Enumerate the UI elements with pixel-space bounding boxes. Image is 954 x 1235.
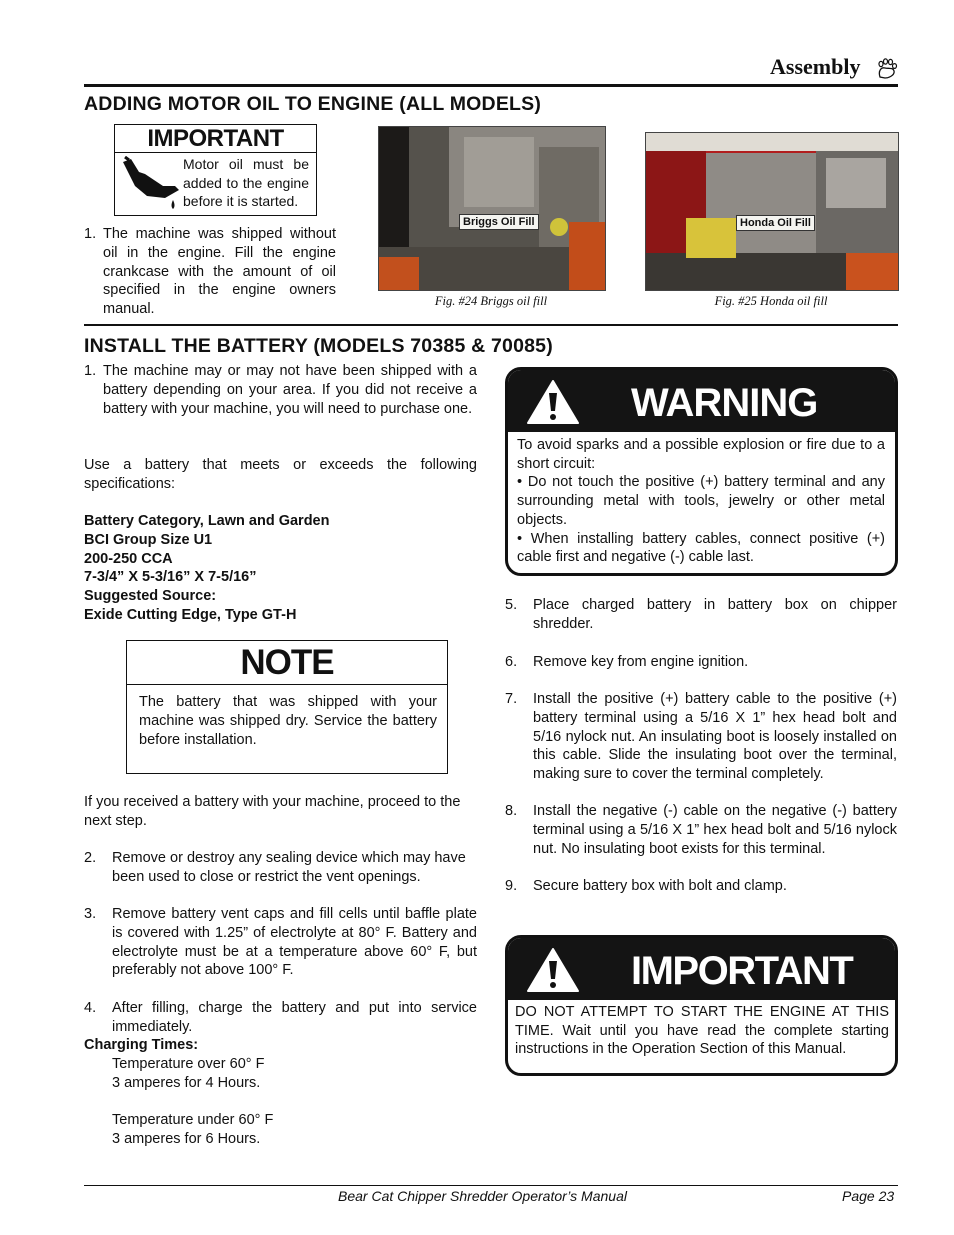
battery-step-4: 4. After filling, charge the battery and put into service immediately. [84, 1000, 477, 1035]
spec-line: 7-3/4” X 5-3/16” X 7-5/16” [84, 569, 257, 586]
oil-important-text: Motor oil must be added to the engine before it is started. [183, 156, 309, 209]
charge-line: 3 amperes for 6 Hours. [112, 1131, 261, 1148]
footer-manual-title: Bear Cat Chipper Shredder Operator’s Manual [338, 1188, 627, 1204]
charge-line: 3 amperes for 4 Hours. [112, 1074, 261, 1091]
warning-bullet: • Do not touch the positive (+) battery terminal and any surrounding metal with tools, jewelry or other metal objects. [517, 474, 885, 528]
battery-step-6: 6. Remove key from engine ignition. [505, 654, 749, 670]
oil-step-1: 1. The machine was shipped without oil in the engine. Fill the engine crankcase with the amount of oil specified in the engine owners manual. [84, 226, 336, 318]
oil-section-heading: ADDING MOTOR OIL TO ENGINE (ALL MODELS) [84, 93, 542, 115]
warning-triangle-icon [526, 947, 580, 993]
section-title: Assembly [770, 54, 861, 79]
battery-step-5: 5. Place charged battery in battery box on chipper shredder. [505, 597, 897, 632]
spec-line: 200-250 CCA [84, 550, 173, 567]
spec-line: BCI Group Size U1 [84, 531, 213, 548]
oil-can-icon [119, 156, 181, 214]
important-header [508, 938, 895, 1000]
footer-page-number: Page 23 [842, 1188, 895, 1204]
warning-header [508, 370, 895, 432]
charging-times-label: Charging Times: [84, 1037, 199, 1053]
battery-step-3: 3. Remove battery vent caps and fill cells until baffle plate is covered with 1.25” of electrolyte at 80° F. Battery and electrolyte must be at a temperature above 60° F, but preferably not above 100° F. [84, 906, 477, 979]
section-divider [84, 324, 898, 326]
warning-body [517, 436, 885, 567]
battery-received-text: If you received a battery with your machine, proceed to the next step. [84, 794, 461, 829]
warning-title: WARNING [631, 381, 818, 425]
charge-line: Temperature under 60° F [112, 1112, 274, 1129]
bear-paw-icon [875, 57, 899, 81]
battery-step-7: 7. Install the positive (+) battery cable to the positive (+) battery terminal using a 5/16 X 1” hex head bolt and 5/16 nylock nut. An insulating boot is loosely installed on this cable. Slide the insulating boot over the terminal, making sure to cover the terminal completely. [505, 691, 897, 783]
footer-rule [84, 1185, 898, 1186]
battery-spec-list [84, 512, 477, 625]
warning-intro: To avoid sparks and a possible explosion or fire due to a short circuit: [517, 437, 885, 472]
oil-important-title: IMPORTANT [115, 125, 316, 153]
battery-step-1: 1. The machine may or may not have been shipped with a battery depending on your area. If you did not receive a battery with your machine, you will need to purchase one. [84, 363, 477, 417]
oil-important-box [114, 124, 317, 216]
battery-step-2: 2. Remove or destroy any sealing device which may have been used to close or restrict the vent openings. [84, 850, 466, 885]
battery-step-8: 8. Install the negative (-) cable on the negative (-) battery terminal using a 5/16 X 1” hex head bolt and 5/16 nylock nut. No insulating boot exists for this terminal. [505, 803, 897, 857]
warning-bullet: • When installing battery cables, connect positive (+) cable first and negative (-) cable last. [517, 530, 885, 566]
briggs-oil-fill-photo [378, 126, 606, 291]
important-text: DO NOT ATTEMPT TO START THE ENGINE AT THIS TIME. Wait until you have read the complete starting instructions in the Operation Section of this Manual. [515, 1004, 889, 1058]
warning-box [505, 367, 898, 576]
important-title: IMPORTANT [631, 949, 853, 993]
honda-oil-fill-photo [645, 132, 899, 291]
battery-section-heading: INSTALL THE BATTERY (MODELS 70385 & 70085) [84, 335, 553, 357]
note-title: NOTE [127, 641, 447, 685]
spec-line: Suggested Source: [84, 588, 217, 605]
charge-line: Temperature over 60° F [112, 1056, 265, 1072]
fig24-caption: Fig. #24 Briggs oil fill [434, 294, 548, 308]
battery-spec-intro: Use a battery that meets or exceeds the following specifications: [84, 457, 477, 492]
note-text: The battery that was shipped with your machine was shipped dry. Service the battery before installation. [139, 694, 437, 748]
header-rule [84, 84, 898, 87]
honda-oil-fill-label: Honda Oil Fill [736, 215, 815, 231]
fig25-caption: Fig. #25 Honda oil fill [714, 294, 828, 308]
note-box [126, 640, 448, 774]
spec-line: Battery Category, Lawn and Garden [84, 513, 330, 529]
spec-line: Exide Cutting Edge, Type GT-H [84, 606, 297, 623]
charging-times-list [112, 1055, 412, 1149]
battery-step-9: 9. Secure battery box with bolt and clamp. [505, 878, 787, 894]
briggs-oil-fill-label: Briggs Oil Fill [459, 214, 539, 230]
warning-triangle-icon [526, 379, 580, 425]
important-box [505, 935, 898, 1076]
